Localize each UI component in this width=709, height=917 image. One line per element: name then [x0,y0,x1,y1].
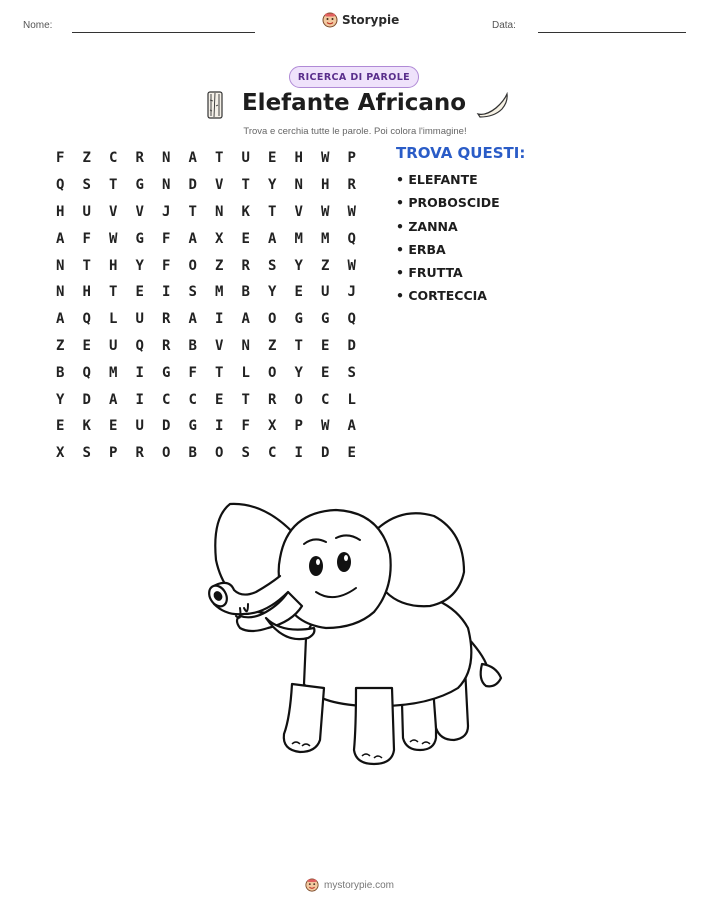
grid-cell[interactable]: O [268,364,277,381]
grid-cell[interactable]: I [162,284,171,301]
grid-cell[interactable]: H [109,257,118,274]
grid-cell[interactable]: Z [268,337,277,354]
grid-cell[interactable]: X [268,418,277,435]
grid-row [47,440,365,467]
grid-cell[interactable]: C [109,150,118,167]
grid-cell[interactable]: U [241,150,250,167]
grid-cell[interactable]: N [56,257,65,274]
grid-cell[interactable]: F [162,257,171,274]
grid-cell[interactable]: G [135,230,144,247]
grid-cell[interactable]: E [56,418,65,435]
grid-cell[interactable]: V [215,337,224,354]
grid-cell[interactable]: N [162,150,171,167]
grid-cell[interactable]: F [241,418,250,435]
grid-cell[interactable]: E [82,337,91,354]
grid-cell[interactable]: N [294,177,303,194]
grid-cell[interactable]: E [215,391,224,408]
grid-cell[interactable]: E [321,364,330,381]
grid-cell[interactable]: N [162,177,171,194]
grid-cell[interactable]: T [188,203,197,220]
grid-row [47,145,365,172]
elephant-coloring-illustration[interactable] [196,488,512,774]
grid-cell[interactable]: F [188,364,197,381]
grid-cell[interactable]: R [135,445,144,462]
grid-cell[interactable]: C [268,445,277,462]
grid-cell[interactable]: P [109,445,118,462]
grid-cell[interactable]: M [294,230,303,247]
grid-cell[interactable]: B [188,337,197,354]
grid-cell[interactable]: F [162,230,171,247]
grid-cell[interactable]: V [215,177,224,194]
tusk-icon [476,92,510,118]
grid-cell[interactable]: Y [294,364,303,381]
grid-cell[interactable]: T [268,203,277,220]
grid-cell[interactable]: Q [82,364,91,381]
date-field-line[interactable] [538,32,686,33]
grid-cell[interactable]: R [347,177,356,194]
grid-cell[interactable]: Z [56,337,65,354]
grid-cell[interactable]: Q [82,311,91,328]
grid-cell[interactable]: H [56,203,65,220]
activity-badge: RICERCA DI PAROLE [289,66,419,88]
grid-cell[interactable]: S [268,257,277,274]
grid-cell[interactable]: G [135,177,144,194]
grid-cell[interactable]: E [109,418,118,435]
grid-cell[interactable]: G [321,311,330,328]
grid-cell[interactable]: D [347,337,356,354]
grid-cell[interactable]: A [347,418,356,435]
name-field-line[interactable] [72,32,255,33]
grid-cell[interactable]: W [347,203,356,220]
grid-cell[interactable]: A [56,311,65,328]
grid-cell[interactable]: F [56,150,65,167]
grid-cell[interactable]: Z [82,150,91,167]
grid-cell[interactable]: O [162,445,171,462]
grid-cell[interactable]: G [162,364,171,381]
grid-cell[interactable]: A [188,230,197,247]
grid-cell[interactable]: V [109,203,118,220]
grid-cell[interactable]: P [347,150,356,167]
grid-cell[interactable]: S [241,445,250,462]
grid-cell[interactable]: J [347,284,356,301]
grid-row [47,172,365,199]
grid-cell[interactable]: E [347,445,356,462]
grid-cell[interactable]: J [162,203,171,220]
grid-cell[interactable]: T [109,284,118,301]
grid-cell[interactable]: S [188,284,197,301]
grid-cell[interactable]: Q [347,311,356,328]
grid-row [47,386,365,413]
grid-cell[interactable]: O [294,391,303,408]
grid-cell[interactable]: A [188,311,197,328]
grid-cell[interactable]: I [294,445,303,462]
grid-cell[interactable]: G [294,311,303,328]
grid-cell[interactable]: T [241,177,250,194]
grid-cell[interactable]: Y [268,177,277,194]
word-list-title: TROVA QUESTI: [396,144,526,162]
grid-cell[interactable]: R [268,391,277,408]
grid-row [47,333,365,360]
grid-cell[interactable]: E [135,284,144,301]
footer [305,878,394,892]
word-search-grid [47,145,365,467]
word-list-item: • PROBOSCIDE [396,195,500,211]
grid-cell[interactable]: Q [347,230,356,247]
storypie-logo-icon [305,878,319,892]
grid-cell[interactable]: H [321,177,330,194]
grid-cell[interactable]: D [188,177,197,194]
grid-cell[interactable]: U [135,311,144,328]
grid-cell[interactable]: B [56,364,65,381]
grid-cell[interactable]: R [162,337,171,354]
word-list [396,172,500,312]
grid-cell[interactable]: T [241,391,250,408]
grid-cell[interactable]: Z [321,257,330,274]
grid-cell[interactable]: X [56,445,65,462]
grid-cell[interactable]: I [135,364,144,381]
grid-row [47,306,365,333]
grid-row [47,279,365,306]
grid-cell[interactable]: V [294,203,303,220]
grid-cell[interactable]: G [188,418,197,435]
grid-cell[interactable]: S [82,445,91,462]
grid-cell[interactable]: L [241,364,250,381]
grid-cell[interactable]: N [56,284,65,301]
grid-cell[interactable]: A [241,311,250,328]
grid-cell[interactable]: Y [268,284,277,301]
date-label: Data: [492,20,516,31]
grid-cell[interactable]: E [321,337,330,354]
grid-cell[interactable]: U [82,203,91,220]
grid-cell[interactable]: B [241,284,250,301]
grid-cell[interactable]: K [82,418,91,435]
brand [322,12,399,28]
grid-cell[interactable]: C [162,391,171,408]
grid-cell[interactable]: K [241,203,250,220]
grid-cell[interactable]: W [109,230,118,247]
grid-cell[interactable]: V [135,203,144,220]
grid-cell[interactable]: N [241,337,250,354]
grid-cell[interactable]: W [321,418,330,435]
grid-cell[interactable]: Y [56,391,65,408]
grid-cell[interactable]: T [82,257,91,274]
grid-cell[interactable]: U [321,284,330,301]
grid-cell[interactable]: I [135,391,144,408]
word-list-item: • CORTECCIA [396,288,487,304]
grid-cell[interactable]: A [268,230,277,247]
instructions: Trova e cerchia tutte le parole. Poi colora l'immagine! [243,126,467,137]
word-list-item: • ERBA [396,241,446,257]
grid-cell[interactable]: I [215,311,224,328]
grid-cell[interactable]: D [162,418,171,435]
grid-cell[interactable]: U [135,418,144,435]
grid-cell[interactable]: T [109,177,118,194]
grid-cell[interactable]: E [268,150,277,167]
grid-cell[interactable]: A [188,150,197,167]
grid-cell[interactable]: Z [215,257,224,274]
storypie-logo-icon [322,12,338,28]
grid-cell[interactable]: S [82,177,91,194]
grid-cell[interactable]: T [294,337,303,354]
grid-cell[interactable]: T [215,150,224,167]
grid-cell[interactable]: H [294,150,303,167]
grid-row [47,225,365,252]
grid-cell[interactable]: Q [56,177,65,194]
word-list-item: • ZANNA [396,218,458,234]
bark-icon [206,90,224,120]
grid-cell[interactable]: D [82,391,91,408]
grid-cell[interactable]: W [347,257,356,274]
word-list-item: • ELEFANTE [396,172,478,187]
grid-row [47,252,365,279]
grid-cell[interactable]: W [321,150,330,167]
grid-cell[interactable]: R [241,257,250,274]
grid-row [47,199,365,226]
grid-cell[interactable]: I [215,418,224,435]
page-title: Elefante Africano [241,90,467,116]
grid-cell[interactable]: A [109,391,118,408]
grid-cell[interactable]: C [188,391,197,408]
grid-cell[interactable]: R [162,311,171,328]
grid-cell[interactable]: T [215,364,224,381]
grid-cell[interactable]: E [241,230,250,247]
grid-cell[interactable]: N [215,203,224,220]
brand-name: Storypie [342,13,400,27]
grid-cell[interactable]: M [321,230,330,247]
grid-cell[interactable]: E [294,284,303,301]
grid-cell[interactable]: O [188,257,197,274]
footer-url[interactable]: mystorypie.com [324,879,395,891]
grid-cell[interactable]: O [268,311,277,328]
grid-cell[interactable]: D [321,445,330,462]
grid-cell[interactable]: B [188,445,197,462]
word-list-item: • FRUTTA [396,265,463,281]
grid-row [47,359,365,386]
grid-cell[interactable]: L [109,311,118,328]
grid-cell[interactable]: Q [135,337,144,354]
grid-cell[interactable]: W [321,203,330,220]
grid-cell[interactable]: U [109,337,118,354]
grid-cell[interactable]: M [215,284,224,301]
grid-cell[interactable]: H [82,284,91,301]
grid-row [47,413,365,440]
grid-cell[interactable]: S [347,364,356,381]
grid-cell[interactable]: F [82,230,91,247]
grid-cell[interactable]: C [321,391,330,408]
grid-cell[interactable]: M [109,364,118,381]
grid-cell[interactable]: R [135,150,144,167]
grid-cell[interactable]: L [347,391,356,408]
name-label: Nome: [23,20,53,31]
grid-cell[interactable]: O [215,445,224,462]
grid-cell[interactable]: X [215,230,224,247]
grid-cell[interactable]: Y [294,257,303,274]
grid-cell[interactable]: P [294,418,303,435]
grid-cell[interactable]: A [56,230,65,247]
grid-cell[interactable]: Y [135,257,144,274]
